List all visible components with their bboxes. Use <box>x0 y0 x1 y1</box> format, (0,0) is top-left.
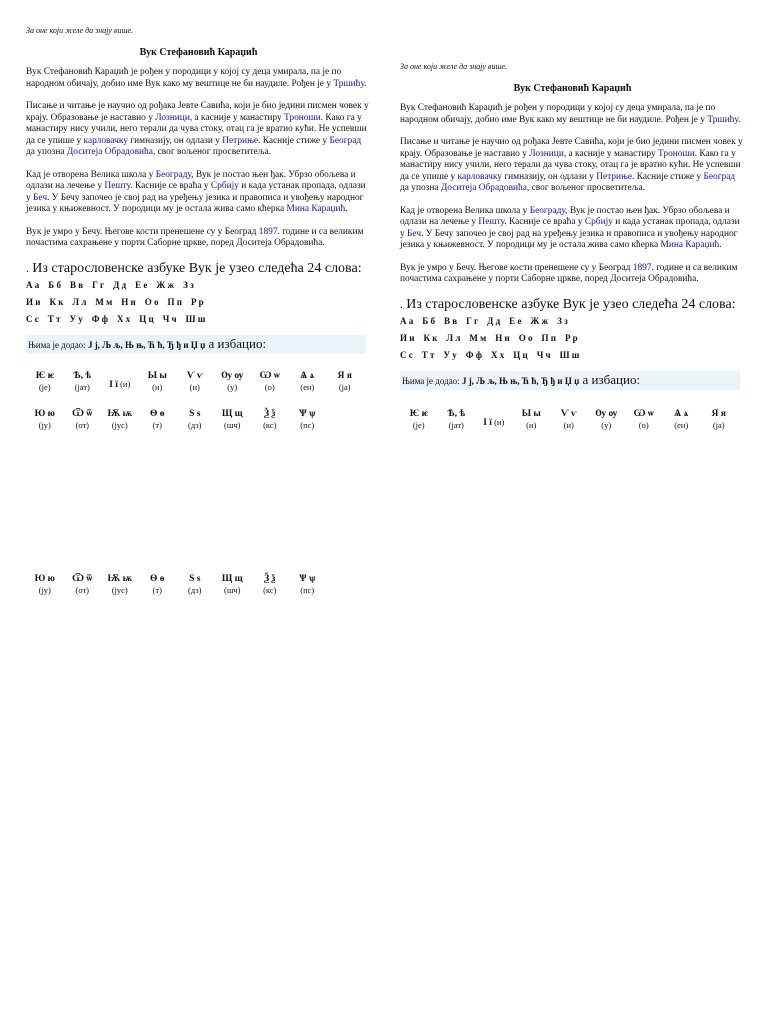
letter-glyph: Ѕ ѕ <box>189 574 201 584</box>
letter-pronunciation: (јат) <box>448 419 464 430</box>
inline-link[interactable]: Лозници <box>529 148 564 159</box>
removed-letter <box>588 408 626 434</box>
alphabet-row <box>26 314 371 331</box>
alphabet-letter: Е е <box>135 279 148 290</box>
letter-glyph: Ѵ ѵ <box>560 408 577 419</box>
intro-note: За оне који желе да знају више. <box>26 26 134 35</box>
alphabet-table <box>400 316 745 367</box>
removed-letter <box>289 573 327 596</box>
letter-glyph: І ї <box>483 417 492 428</box>
page-title: Вук Стефановић Караџић <box>513 83 632 94</box>
letter-glyph: Ѿ ѿ <box>72 408 93 419</box>
inline-link[interactable]: Петриње <box>596 171 633 182</box>
letter-glyph: Ѯ ѯ <box>264 408 276 419</box>
alphabet-letter: Л л <box>72 296 87 307</box>
letter-glyph: Ѣ, ѣ <box>447 408 466 419</box>
alphabet-letter: З з <box>557 315 568 326</box>
alphabet-letter: К к <box>423 332 438 343</box>
alphabet-letter: Р р <box>190 296 204 307</box>
alphabet-letter: У у <box>443 349 457 360</box>
alphabet-letter: Д д <box>113 279 127 290</box>
letter-glyph: Ѹ ѹ <box>595 408 618 419</box>
inline-link[interactable]: Тршићу <box>707 114 739 125</box>
letter-glyph: Ѵ ѵ <box>186 370 203 381</box>
letter-glyph: Ѥ ѥ <box>409 408 428 419</box>
letter-pronunciation: (кс) <box>263 585 277 595</box>
paragraph-1: Вук Стефановић Караџић је рођен у породици у којој су деца умирала, па је по народном обичају, добио име Вук како му вештице не би наудиле. Рођен је у Тршићу. <box>26 67 367 89</box>
alphabet-letter: Л л <box>446 332 461 343</box>
alphabet-letter: Ф ф <box>465 349 483 360</box>
alphabet-letter: Д д <box>487 315 501 326</box>
inline-link[interactable]: Србију <box>210 181 239 191</box>
removed-letter <box>176 573 214 596</box>
paragraph-2: Писање и читање је научио од рођака Јевте Савића, који је био једини писмен човек у крају. Образовање је наставио у Лозници, а касније у манастиру Троноши. Како га у манастиру нису учили, него терали да чува стоку, отац га је вратио кући. Не успевши да се упише у карловачку гимназију, он одлази у Петриње. Касније стиже у Београд да упозна Доситеја Обрадовића, свог вољеног просветитеља. <box>26 101 369 157</box>
alphabet-lead: . Из старословенске азбуке Вук је узео следећа 24 слова: <box>400 296 736 312</box>
removed-letter <box>251 370 289 396</box>
letter-pronunciation: (је) <box>38 381 51 392</box>
letter-glyph: Ы ы <box>147 370 167 381</box>
letter-pronunciation: (ју) <box>38 419 51 430</box>
letter-glyph: Ѡ ѡ <box>259 370 280 381</box>
alphabet-letter: Т т <box>47 313 61 324</box>
letter-pronunciation: (шч) <box>224 585 241 595</box>
inline-link[interactable]: Србију <box>584 217 613 227</box>
removed-letters-grid <box>400 408 740 446</box>
inline-link[interactable]: карловачку <box>83 135 128 146</box>
paragraph-4: Вук је умро у Бечу. Његове кости пренешене су у Београд 1897. године и са великим почастима сахрањене у порти Саборне цркве, поред Доситеја Обрадовића. <box>400 262 738 284</box>
alphabet-letter: Р р <box>564 332 578 343</box>
inline-link[interactable]: Петриње <box>222 135 259 146</box>
alphabet-row <box>400 316 745 333</box>
letter-pronunciation: (дз) <box>188 419 202 430</box>
added-letters-line: Њима је додао: Ј ј, Љ љ, Њ њ, Ћ ћ, Ђ ђ и Џ џ а избацио: <box>26 335 366 354</box>
letter-pronunciation: (јат) <box>74 381 90 392</box>
inline-link[interactable]: Београду <box>529 205 566 216</box>
letter-pronunciation: (јус) <box>111 585 128 595</box>
alphabet-letter: Ц ц <box>139 313 154 324</box>
removed-letter <box>64 370 102 396</box>
removed-letter <box>26 408 64 431</box>
letter-glyph: Ѭ ѭ <box>107 574 133 584</box>
alphabet-letter: Ж ж <box>156 279 175 290</box>
paragraph-3: Кад је отворена Велика школа у Београду, Вук је постао њен ђак. Убрзо обољева и одлази на лечење у Пешту. Касније се враћа у Србију и када устанак пропада, одлази у Беч. У Бечу започео је свој рад на уређењу језика и правописа и увођењу народног језика у књижевност. У породици му је остала жива само кћерка Мина Караџић. <box>26 169 366 214</box>
alphabet-letter: Х х <box>117 313 131 324</box>
removed-letter <box>214 408 252 431</box>
inline-link[interactable]: Пешту <box>478 217 505 227</box>
alphabet-letter: З з <box>183 279 194 290</box>
alphabet-letter: Ч ч <box>536 349 551 360</box>
letter-pronunciation: (пс) <box>300 585 315 595</box>
removed-letters-grid <box>26 370 366 443</box>
removed-letter <box>139 408 177 431</box>
removed-letter <box>214 573 252 596</box>
paragraph-1: Вук Стефановић Караџић је рођен у породици у којој су деца умирала, па је по народном обичају, добио име Вук како му вештице не би наудиле. Рођен је у Тршићу. <box>400 103 741 125</box>
letter-pronunciation: (т) <box>152 419 162 430</box>
letter-pronunciation: (и) <box>526 419 537 430</box>
letter-pronunciation: (о) <box>638 419 649 430</box>
paragraphs <box>26 67 371 250</box>
added-letters-line: Њима је додао: Ј ј, Љ љ, Њ њ, Ћ ћ, Ђ ђ и Џ џ а избацио: <box>400 371 740 390</box>
letter-glyph: Ѳ ѳ <box>149 408 165 419</box>
inline-link[interactable]: Мина Караџић <box>286 204 346 214</box>
letter-glyph: Ѭ ѭ <box>107 408 133 419</box>
inline-link[interactable]: Беч <box>33 192 48 203</box>
removed-letter <box>64 408 102 431</box>
removed-letter <box>139 573 177 596</box>
page-title: Вук Стефановић Караџић <box>139 47 258 58</box>
removed-letter <box>101 573 139 596</box>
paragraph-3: Кад је отворена Велика школа у Београду, Вук је постао њен ђак. Убрзо обољева и одлази на лечење у Пешту. Касније се враћа у Србију и када устанак пропада, одлази у Беч. У Бечу започео је свој рад на уређењу језика и правописа и увођењу народног језика у књижевност. У породици му је остала жива само кћерка Мина Караџић. <box>400 205 740 250</box>
alphabet-letter: М м <box>469 332 487 343</box>
inline-link[interactable]: Доситеја Обрадовића <box>440 183 527 193</box>
letter-glyph: Ѧ ѧ <box>674 408 689 419</box>
removed-letter <box>251 408 289 431</box>
alphabet-row <box>400 333 745 350</box>
alphabet-letter: Б б <box>422 315 435 326</box>
inline-link[interactable]: 1897 <box>632 262 652 273</box>
letter-glyph: І ї <box>109 379 118 390</box>
letter-pronunciation: (т) <box>152 585 162 595</box>
letter-glyph: Ѹ ѹ <box>221 370 244 381</box>
letter-glyph: Ѧ ѧ <box>300 370 315 381</box>
letter-pronunciation: (и) <box>117 378 131 389</box>
alphabet-letter: Ч ч <box>162 313 177 324</box>
removed-letter <box>475 408 513 434</box>
removed-letter <box>176 408 214 431</box>
letter-glyph: Ѯ ѯ <box>264 574 276 584</box>
letter-glyph: Я я <box>711 408 726 419</box>
letter-pronunciation: (у) <box>601 419 612 430</box>
letter-pronunciation: (о) <box>264 381 275 392</box>
letter-glyph: Ы ы <box>521 408 541 419</box>
removed-letter <box>625 408 663 434</box>
alphabet-letter: С с <box>400 349 413 360</box>
inline-link[interactable]: Мина Караџић <box>660 240 720 250</box>
alphabet-letter: О о <box>144 296 159 307</box>
alphabet-letter: В в <box>443 315 458 326</box>
alphabet-row <box>26 280 371 297</box>
inline-link[interactable]: Београд <box>703 171 736 182</box>
document-column-right <box>400 62 745 446</box>
letter-pronunciation: (у) <box>227 381 238 392</box>
alphabet-letter: Ж ж <box>530 315 549 326</box>
inline-link[interactable]: карловачку <box>457 171 502 182</box>
letter-glyph: Ѕ ѕ <box>189 408 201 419</box>
alphabet-lead: . Из старословенске азбуке Вук је узео следећа 24 слова: <box>26 260 362 276</box>
letter-pronunciation: (дз) <box>188 585 202 595</box>
removed-letter <box>101 370 139 396</box>
letter-glyph: Ѡ ѡ <box>633 408 654 419</box>
alphabet-letter: И и <box>26 296 41 307</box>
letter-glyph: Ѱ ѱ <box>299 574 316 584</box>
alphabet-letter: Е е <box>509 315 522 326</box>
inline-link[interactable]: 1897 <box>258 226 278 237</box>
inline-link[interactable]: Троноши <box>284 112 321 123</box>
letter-pronunciation: (ен) <box>674 419 689 430</box>
letter-glyph: Ю ю <box>34 574 55 584</box>
alphabet-letter: П п <box>541 332 556 343</box>
alphabet-letter: Ш ш <box>185 313 206 324</box>
inline-link[interactable]: Тршићу <box>333 78 365 89</box>
letter-pronunciation: (је) <box>412 419 425 430</box>
alphabet-letter: Ф ф <box>91 313 109 324</box>
paragraph-4: Вук је умро у Бечу. Његове кости пренешене су у Београд 1897. године и са великим почастима сахрањене у порти Саборне цркве, поред Доситеја Обрадовића. <box>26 226 364 248</box>
letter-pronunciation: (пс) <box>300 419 315 430</box>
alphabet-row <box>26 297 371 314</box>
removed-letters-repeat <box>26 573 366 608</box>
alphabet-letter: У у <box>69 313 83 324</box>
letter-pronunciation: (и) <box>491 416 505 427</box>
removed-letter <box>214 370 252 396</box>
alphabet-letter: С с <box>26 313 39 324</box>
alphabet-letter: Х х <box>491 349 505 360</box>
letter-glyph: Ю ю <box>34 408 55 419</box>
letter-glyph: Щ щ <box>221 408 243 419</box>
paragraphs <box>400 103 745 286</box>
alphabet-row <box>400 350 745 367</box>
alphabet-letter: П п <box>167 296 182 307</box>
removed-letter <box>139 370 177 396</box>
letter-glyph: Ѿ ѿ <box>72 574 93 584</box>
alphabet-letter: Т т <box>421 349 435 360</box>
alphabet-letter: К к <box>49 296 64 307</box>
inline-link[interactable]: Лозници <box>155 112 190 123</box>
inline-link[interactable]: Пешту <box>104 181 131 191</box>
letter-glyph: Ѥ ѥ <box>35 370 54 381</box>
letter-glyph: Я я <box>337 370 352 381</box>
alphabet-letter: М м <box>95 296 113 307</box>
letter-pronunciation: (јус) <box>111 419 128 430</box>
removed-letter <box>26 573 64 596</box>
alphabet-letter: Ш ш <box>559 349 580 360</box>
inline-link[interactable]: Троноши <box>658 148 695 159</box>
alphabet-letter: Г г <box>92 279 105 290</box>
inline-link[interactable]: Беч <box>407 228 422 239</box>
inline-link[interactable]: Београд <box>329 135 362 146</box>
alphabet-letter: Н н <box>121 296 136 307</box>
alphabet-letter: Б б <box>48 279 61 290</box>
letter-pronunciation: (шч) <box>224 419 241 430</box>
removed-letter <box>438 408 476 434</box>
letter-glyph: Ѳ ѳ <box>149 574 165 584</box>
inline-link[interactable]: Доситеја Обрадовића <box>66 147 153 157</box>
removed-letter <box>289 408 327 431</box>
paragraph-2: Писање и читање је научио од рођака Јевте Савића, који је био једини писмен човек у крају. Образовање је наставио у Лозници, а касније у манастиру Троноши. Како га у манастиру нису учили, него терали да чува стоку, отац га је вратио кући. Не успевши да се упише у карловачку гимназију, он одлази у Петриње. Касније стиже у Београд да упозна Доситеја Обрадовића, свог вољеног просветитеља. <box>400 137 743 193</box>
removed-letter <box>513 408 551 434</box>
removed-letter <box>251 573 289 596</box>
alphabet-letter: Ц ц <box>513 349 528 360</box>
removed-letter <box>326 370 364 396</box>
alphabet-letter: Г г <box>466 315 479 326</box>
letter-glyph: Ѣ, ѣ <box>73 370 92 381</box>
alphabet-table <box>26 280 371 331</box>
alphabet-letter: А а <box>26 279 40 290</box>
letter-pronunciation: (и) <box>563 419 574 430</box>
letter-glyph: Ѱ ѱ <box>299 408 316 419</box>
removed-letter <box>64 573 102 596</box>
letter-pronunciation: (кс) <box>263 419 277 430</box>
alphabet-letter: И и <box>400 332 415 343</box>
alphabet-letter: А а <box>400 315 414 326</box>
letter-pronunciation: (ја) <box>338 381 351 392</box>
removed-letter <box>176 370 214 396</box>
alphabet-letter: В в <box>69 279 84 290</box>
inline-link[interactable]: Београду <box>155 169 192 180</box>
alphabet-letter: О о <box>518 332 533 343</box>
intro-note: За оне који желе да знају више. <box>400 62 508 71</box>
removed-letter <box>400 408 438 434</box>
removed-letter <box>700 408 738 434</box>
letter-pronunciation: (и) <box>152 381 163 392</box>
letter-pronunciation: (от) <box>75 419 89 430</box>
letter-pronunciation: (ју) <box>38 585 51 595</box>
document-column-left <box>26 26 371 443</box>
letter-pronunciation: (ен) <box>300 381 315 392</box>
removed-letter <box>663 408 701 434</box>
removed-letter <box>550 408 588 434</box>
alphabet-letter: Н н <box>495 332 510 343</box>
removed-letter <box>101 408 139 431</box>
letter-pronunciation: (и) <box>189 381 200 392</box>
letter-pronunciation: (от) <box>75 585 89 595</box>
removed-letter <box>26 370 64 396</box>
letter-pronunciation: (ја) <box>712 419 725 430</box>
letter-glyph: Щ щ <box>221 574 243 584</box>
removed-letter <box>289 370 327 396</box>
